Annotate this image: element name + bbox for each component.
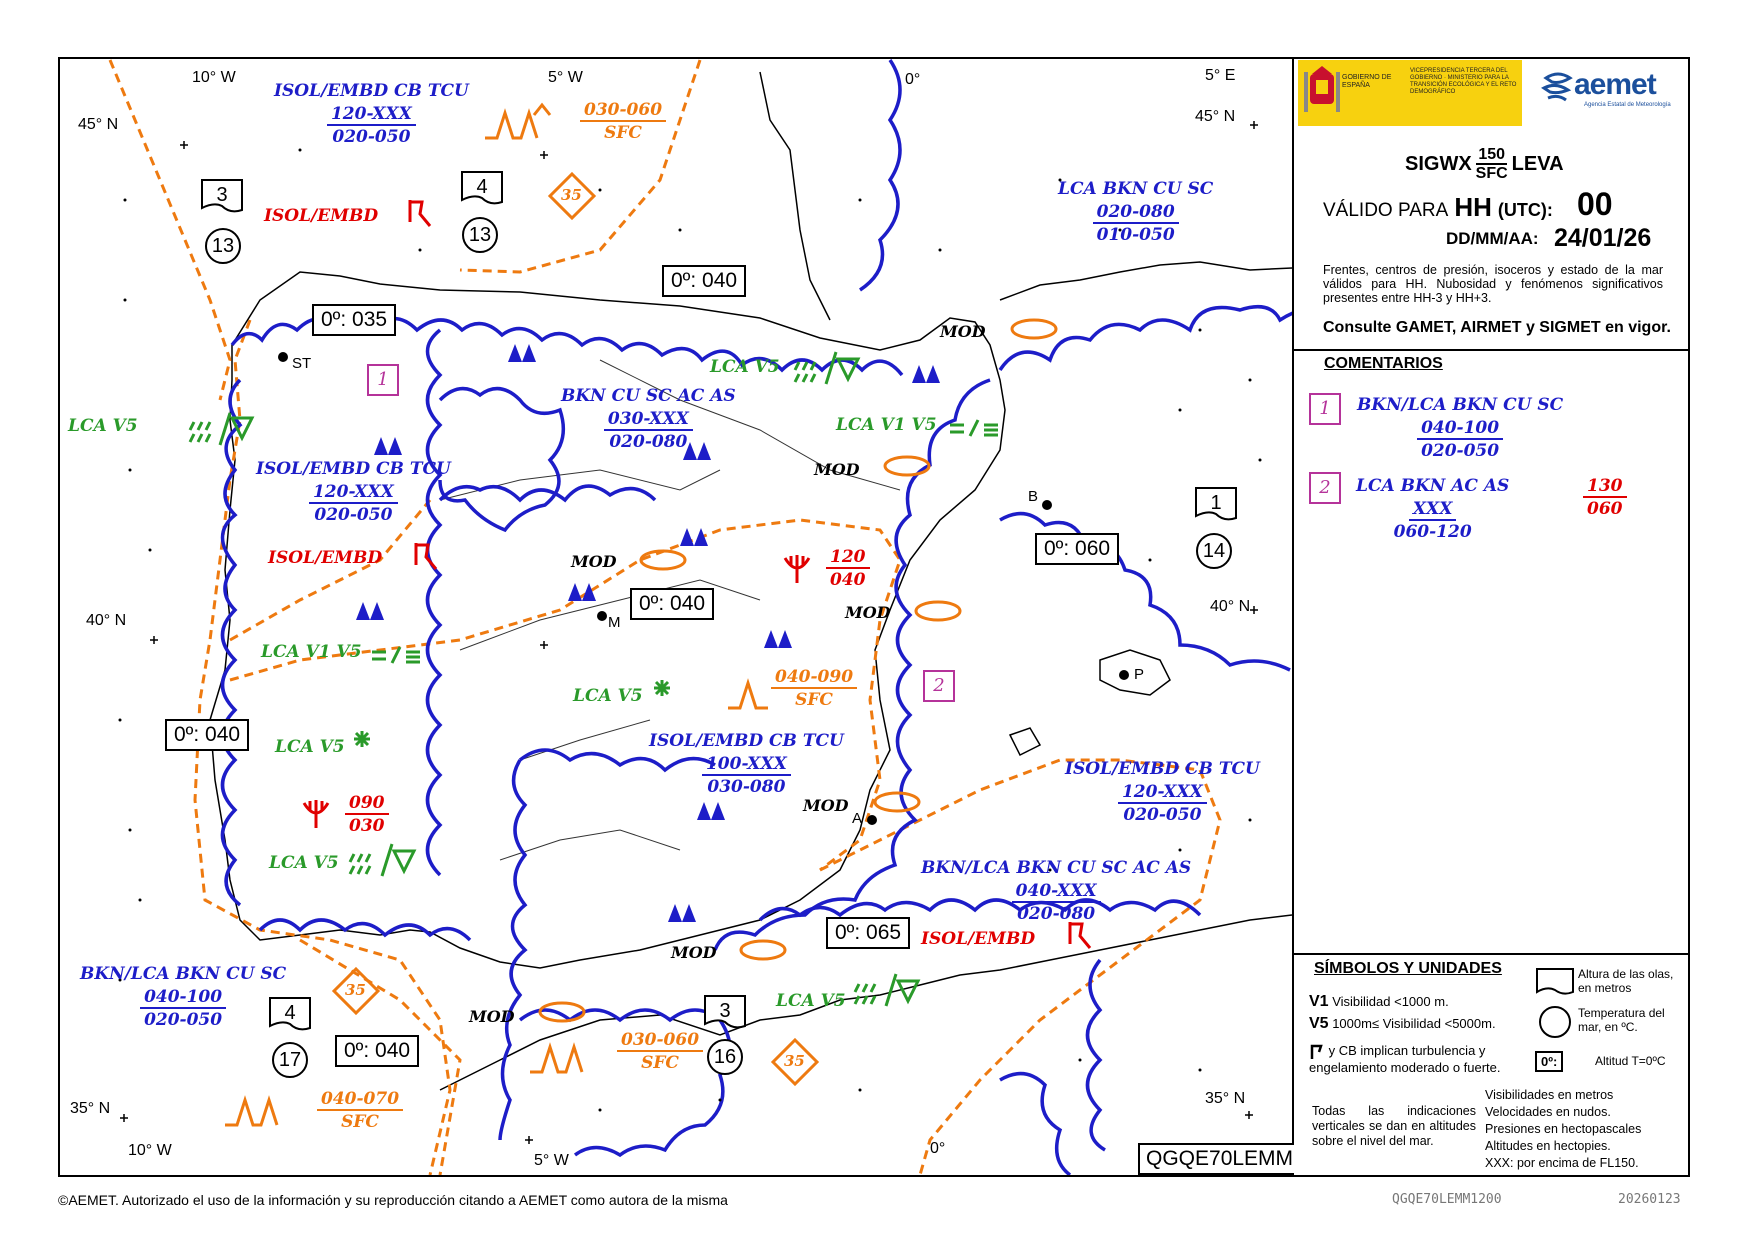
copyright-footer: ©AEMET. Autorizado el uso de la información y su reproducción citando a AEMET como autora de la misma: [58, 1192, 728, 1208]
symbol-freezing-box: 0º:: [1535, 1051, 1563, 1072]
mountain-wave-central: 040-090 SFC: [771, 666, 857, 712]
lat-35n-left: 35° N: [70, 1100, 111, 1117]
mod-label: MOD: [671, 943, 717, 962]
coat-of-arms-icon: [1302, 66, 1342, 120]
turbulence-symbols: [410, 200, 1090, 948]
ministry-text: VICEPRESIDENCIA TERCERA DEL GOBIERNO · MINISTERIO PARA LA TRANSICIÓN ECOLÓGICA Y EL RETO DEMOGRÁFICO: [1410, 68, 1517, 95]
symbol-wave-height: Altura de las olas, en metros: [1578, 967, 1674, 995]
icing-label-southwest: 090 030: [345, 792, 389, 838]
weather-label-west-2: LCA V1 V5: [261, 642, 362, 662]
comment-box-2: 2: [923, 670, 955, 702]
turbulence-icon: [1309, 1044, 1325, 1060]
freezing-level-w: 0º: 040: [165, 719, 249, 751]
balearic-islands: [1010, 650, 1170, 755]
sst-circle-icon: [1538, 1005, 1572, 1039]
wave-height-flag: 1: [1194, 484, 1238, 524]
government-logo: [1298, 60, 1522, 126]
lon-5w-top: 5° W: [548, 69, 583, 86]
lon-0-bottom: 0°: [930, 1140, 946, 1157]
mountain-wave-southwest: 040-070 SFC: [317, 1088, 403, 1134]
symbol-v1: V1 Visibilidad <1000 m.: [1309, 993, 1449, 1010]
icing-diamond-value: 35: [561, 186, 582, 204]
icing-diamond-value: 35: [345, 981, 366, 999]
sea-temp-circle: 16: [707, 1039, 743, 1075]
mountain-wave-south: 030-060 SFC: [617, 1029, 703, 1075]
comment-1-box: 1: [1309, 393, 1341, 425]
symbol-freezing-text: Altitud T=0ºC: [1595, 1054, 1666, 1068]
lon-10w-top: 10° W: [192, 69, 236, 86]
city-label-p: P: [1134, 666, 1145, 683]
mod-label: MOD: [940, 322, 986, 341]
icing-diamonds: [334, 174, 817, 1084]
wave-height-flag: 4: [268, 994, 312, 1034]
footer-date: 20260123: [1618, 1192, 1681, 1207]
cloud-label-southeast: BKN/LCA BKN CU SC AC AS 040-XXX 020-080: [921, 858, 1192, 924]
lon-5e-top: 5° E: [1205, 67, 1236, 84]
valid-date: 24/01/26: [1554, 224, 1652, 252]
weather-label-north: LCA V5: [710, 357, 780, 377]
cloud-boundary-inner-west: [428, 330, 441, 875]
sea-temp-circle: 14: [1196, 533, 1232, 569]
isol-embd-label-southeast: ISOL/EMBD: [921, 929, 1036, 949]
gov-text: GOBIERNO DE ESPAÑA: [1342, 74, 1392, 89]
weather-label-south: LCA V5: [776, 991, 846, 1011]
cloud-label-southwest: BKN/LCA BKN CU SC 040-100 020-050: [80, 964, 287, 1030]
isol-embd-label-north: ISOL/EMBD: [264, 206, 379, 226]
symbol-sea-temperature: Temperatura del mar, en ºC.: [1578, 1006, 1665, 1034]
wave-height-flag: 3: [703, 992, 747, 1032]
freezing-level-nw: 0º: 035: [312, 304, 396, 336]
symbols-title: SÍMBOLOS Y UNIDADES: [1314, 960, 1502, 977]
weather-label-southwest-2: LCA V5: [269, 853, 339, 873]
lon-0-top: 0°: [905, 71, 921, 88]
symbol-v5: V5 1000m≤ Visibilidad <5000m.: [1309, 1015, 1496, 1032]
comment-2-text: LCA BKN AC AS XXX 060-120: [1356, 476, 1510, 542]
freezing-level-ne: 0º: 060: [1035, 533, 1119, 565]
chart-code-box: QGQE70LEMM: [1138, 1143, 1301, 1175]
cloud-label-west: ISOL/EMBD CB TCU 120-XXX 020-050: [256, 459, 451, 525]
lat-40n-right: 40° N: [1210, 598, 1251, 615]
city-label-st: ST: [292, 355, 312, 372]
lon-10w-bottom: 10° W: [128, 1142, 172, 1159]
mountain-wave-north: 030-060 SFC: [580, 99, 666, 145]
wave-height-flag: 3: [200, 176, 244, 216]
sea-temp-circle: 17: [272, 1042, 308, 1078]
lat-40n-left: 40° N: [86, 612, 127, 629]
comment-1-text: BKN/LCA BKN CU SC 040-100 020-050: [1357, 395, 1564, 461]
lat-35n-right: 35° N: [1205, 1090, 1246, 1107]
lat-45n-right: 45° N: [1195, 108, 1236, 125]
city-label-a: A: [852, 810, 863, 827]
cloud-label-east: ISOL/EMBD CB TCU 120-XXX 020-050: [1065, 759, 1260, 825]
freezing-level-n: 0º: 040: [662, 265, 746, 297]
units-list: Visibilidades en metros Velocidades en nudos. Presiones en hectopascales Altitudes en hectopies. XXX: por encima de FL150.: [1485, 1088, 1642, 1170]
footer-code: QGQE70LEMM1200: [1392, 1192, 1502, 1207]
panel-description: Frentes, centros de presión, isoceros y estado de la mar válidos para HH. Nubosidad y fenómenos significativos presentes entre HH-3 y HH+3.: [1323, 263, 1663, 305]
icing-diamond-value: 35: [784, 1052, 805, 1070]
symbol-turbulence: y CB implican turbulencia y engelamiento moderado o fuerte.: [1309, 1043, 1501, 1075]
weather-label-central: LCA V5: [573, 686, 643, 706]
vertical-note: Todas las indicaciones verticales se dan en altitudes sobre el nivel del mar.: [1312, 1104, 1476, 1148]
lat-45n-left: 45° N: [78, 116, 119, 133]
cloud-boundary-west: [223, 380, 241, 905]
icing-label-central: 120 040: [826, 546, 870, 592]
mod-label: MOD: [571, 552, 617, 571]
mod-label: MOD: [469, 1007, 515, 1026]
date-label: DD/MM/AA:: [1446, 229, 1539, 248]
freezing-level-se: 0º: 065: [826, 917, 910, 949]
wave-height-flag: 4: [460, 168, 504, 208]
weather-label-west: LCA V5: [68, 416, 138, 436]
freezing-level-c: 0º: 040: [630, 588, 714, 620]
cloud-label-central-north: BKN CU SC AC AS 030-XXX 020-080: [561, 386, 736, 452]
valid-hour: 00: [1577, 186, 1613, 222]
weather-label-ne: LCA V1 V5: [836, 415, 937, 435]
comment-2-icing: 130 060: [1583, 475, 1627, 521]
city-label-m: M: [608, 614, 621, 631]
comments-title: COMENTARIOS: [1324, 355, 1443, 372]
zone-boundary-west: [110, 60, 230, 400]
comment-box-1: 1: [367, 364, 399, 396]
aemet-logo-icon: [1540, 68, 1574, 108]
comment-2-box: 2: [1309, 472, 1341, 504]
consult-notice: Consulte GAMET, AIRMET y SIGMET en vigor.: [1323, 319, 1671, 336]
mod-label: MOD: [814, 460, 860, 479]
valid-for-row: VÁLIDO PARA HH (UTC):: [1323, 192, 1553, 222]
cloud-label-south: ISOL/EMBD CB TCU 100-XXX 030-080: [649, 731, 844, 797]
aemet-logo: [1540, 66, 1680, 116]
isol-embd-label-west: ISOL/EMBD: [268, 548, 383, 568]
cloud-label-ne: LCA BKN CU SC 020-080 010-050: [1058, 179, 1214, 245]
sea-temp-circle: 13: [462, 217, 498, 253]
cloud-boundary-se-corner: [1000, 1074, 1070, 1175]
city-label-b: B: [1028, 488, 1039, 505]
mod-label: MOD: [845, 603, 891, 622]
aemet-subtitle: Agencia Estatal de Meteorología: [1584, 102, 1671, 108]
sea-temp-circle: 13: [205, 228, 241, 264]
weather-label-southwest: LCA V5: [275, 737, 345, 757]
lon-5w-bottom: 5° W: [534, 1152, 569, 1169]
aemet-word: aemet: [1574, 68, 1656, 101]
cloud-label-nw: ISOL/EMBD CB TCU 120-XXX 020-050: [274, 81, 469, 147]
sigwx-title: SIGWX $\frac{150}{\text{SFC}}$ LEVA: [1405, 146, 1564, 182]
mod-label: MOD: [803, 796, 849, 815]
freezing-level-sw: 0º: 040: [335, 1035, 419, 1067]
wave-flag-icon: [1535, 966, 1575, 998]
